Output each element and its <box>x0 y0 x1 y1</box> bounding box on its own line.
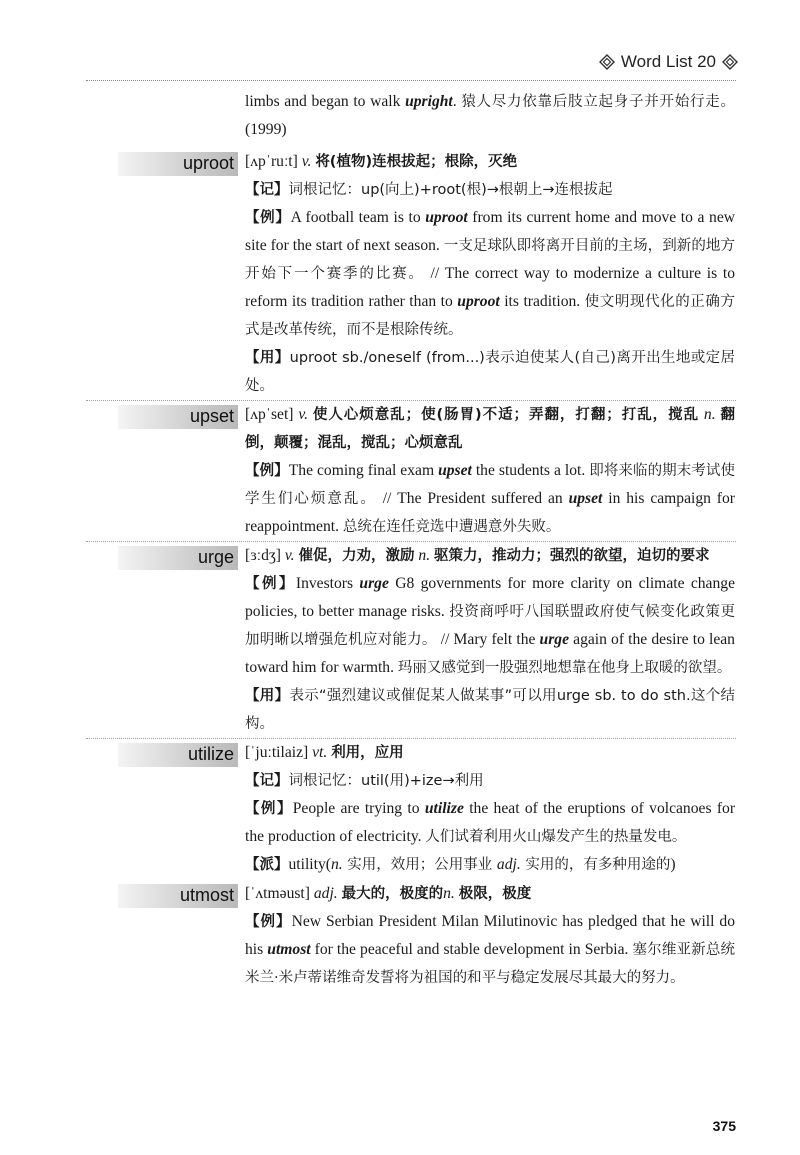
term-bar <box>118 546 238 570</box>
definition: 将(植物)连根拔起；根除，灭绝 <box>315 154 518 170</box>
part-of-speech: adj. <box>313 885 338 902</box>
derivative-line <box>245 851 735 879</box>
example-english: Mary felt the <box>453 631 540 648</box>
memory-line <box>245 176 735 204</box>
term-bar <box>118 152 238 176</box>
headword: utilize <box>187 744 234 764</box>
section-tag: 【派】 <box>245 857 289 873</box>
example-english: A football team is to <box>290 209 426 226</box>
entry-list <box>0 88 800 992</box>
part-of-speech: vt. <box>312 744 328 761</box>
section-tag: 【用】 <box>245 350 290 366</box>
memory-line <box>245 767 735 795</box>
example-chinese: 玛丽又感觉到一股强烈地想靠在他身上取暖的欲望。 <box>397 660 732 676</box>
example-english: in his campaign for reappointment. <box>245 490 735 535</box>
definition: 催促，力劝，激励 <box>298 548 415 564</box>
example-chinese: 人们试着利用火山爆发产生的热量发电。 <box>425 829 687 845</box>
example-english: for the peaceful and stable development in Serbia. <box>310 941 633 958</box>
keyword: upright <box>405 93 453 110</box>
example-block <box>245 908 735 992</box>
part-of-speech: adj. <box>496 856 521 873</box>
diamond-icon <box>722 54 738 70</box>
continuation-english: . <box>452 93 462 110</box>
entry-utmost <box>0 880 800 992</box>
page-number: 375 <box>712 1118 736 1134</box>
headword: uproot <box>182 153 234 173</box>
example-english: The coming final exam <box>288 462 439 479</box>
usage-text: 表示“强烈建议或催促某人做某事”可以用urge sb. to do sth.这个结构。 <box>245 688 735 732</box>
pronunciation: [ɜːdʒ] <box>245 547 281 564</box>
example-english: New Serbian President Milan Milutinovic has pledged that he will do his <box>245 913 735 958</box>
paren: ( <box>325 856 331 873</box>
separator: // <box>424 265 445 282</box>
example-english: People are trying to <box>292 800 425 817</box>
part-of-speech: n. <box>418 547 431 564</box>
definition-line <box>245 739 735 767</box>
definition: 最大的，极度的 <box>341 886 444 902</box>
definition: 利用，应用 <box>331 745 404 761</box>
keyword: utmost <box>267 941 311 958</box>
derivative-word: utility <box>288 856 326 873</box>
exam-year: (1999) <box>245 121 287 138</box>
part-of-speech: v. <box>301 153 312 170</box>
header-divider <box>86 80 736 81</box>
separator: // <box>436 631 454 648</box>
example-block <box>245 204 735 344</box>
pronunciation: [ˈʌtməust] <box>245 885 310 902</box>
definition-line <box>245 880 735 908</box>
keyword: urge <box>359 575 389 592</box>
example-english: again of the desire to lean toward him for warmth. <box>245 631 735 676</box>
section-tag: 【记】 <box>245 773 289 789</box>
part-of-speech: v. <box>298 406 309 423</box>
diamond-icon <box>599 54 615 70</box>
usage-line <box>245 344 735 400</box>
headword: upset <box>189 406 234 426</box>
page-header <box>0 44 800 84</box>
example-block <box>245 795 735 851</box>
example-english: the heat of the eruptions of volcanoes for the production of electricity. <box>245 800 736 845</box>
section-tag: 【例】 <box>245 463 289 479</box>
section-tag: 【例】 <box>245 210 291 226</box>
keyword: upset <box>438 462 472 479</box>
derivative-meaning: 实用，效用；公用事业 <box>342 857 497 873</box>
entry-utilize <box>0 739 800 879</box>
pronunciation: [ʌpˈruːt] <box>245 153 298 170</box>
section-tag: 【用】 <box>245 688 290 704</box>
term-bar <box>118 405 238 429</box>
example-english: G8 governments for more clarity on climate change policies, to better manage risks. <box>245 575 735 620</box>
example-english: the students a lot. <box>471 462 590 479</box>
headword: utmost <box>179 885 234 905</box>
term-bar <box>118 884 238 908</box>
part-of-speech: n. <box>330 856 343 873</box>
derivative-meaning: 实用的，有多种用途的 <box>520 857 671 873</box>
entry-urge <box>0 542 800 738</box>
definition: 使人心烦意乱；使(肠胃)不适；弄翻，打翻；打乱，搅乱 <box>312 407 700 423</box>
part-of-speech: n. <box>703 406 716 423</box>
section-tag: 【例】 <box>245 801 293 817</box>
header-title-group <box>599 52 738 72</box>
pronunciation: [ˈjuːtilaiz] <box>245 744 309 761</box>
usage-text: uproot sb./oneself (from...)表示迫使某人(自己)离开出生地或定居处。 <box>245 350 736 394</box>
headword: urge <box>197 547 234 567</box>
definition: 极限，极度 <box>458 886 532 902</box>
keyword: upset <box>568 490 603 507</box>
definition-line <box>245 148 735 176</box>
example-chinese: 使文明现代化的正确方式是改革传统，而不是根除传统。 <box>245 294 735 338</box>
keyword: uproot <box>457 293 500 310</box>
example-english: The President suffered an <box>397 490 569 507</box>
keyword: utilize <box>424 800 464 817</box>
separator: // <box>376 490 398 507</box>
example-chinese: 投资商呼吁八国联盟政府使气候变化政策更加明晰以增强危机应对能力。 <box>245 604 735 648</box>
definition: 翻倒，颠覆；混乱，搅乱；心烦意乱 <box>245 407 735 451</box>
usage-line <box>245 682 735 738</box>
entry-upset <box>0 401 800 541</box>
section-tag: 【记】 <box>245 182 289 198</box>
example-english: The correct way to modernize a culture is to reform its tradition rather than to <box>245 265 736 310</box>
example-english: its tradition. <box>499 293 585 310</box>
memory-text: 词根记忆：up(向上)+root(根)→根朝上→连根拔起 <box>288 182 613 198</box>
header-title: Word List 20 <box>620 52 716 71</box>
part-of-speech: n. <box>443 885 455 902</box>
definition-line <box>245 401 735 457</box>
section-tag: 【例】 <box>245 576 296 592</box>
memory-text: 词根记忆：util(用)+ize→利用 <box>288 773 484 789</box>
example-block <box>245 570 735 682</box>
part-of-speech: v. <box>284 547 295 564</box>
example-chinese: 塞尔维亚新总统米兰·米卢蒂诺维奇发誓将为祖国的和平与稳定发展尽其最大的努力。 <box>245 942 735 986</box>
paren: ) <box>670 856 676 873</box>
example-chinese: 总统在连任竞选中遭遇意外失败。 <box>342 519 561 535</box>
pronunciation: [ʌpˈset] <box>245 406 294 423</box>
entry-uproot <box>0 148 800 400</box>
example-chinese: 一支足球队即将离开目前的主场，到新的地方开始下一个赛季的比赛。 <box>245 238 735 282</box>
example-english: Investors <box>295 575 360 592</box>
example-english: from its current home and move to a new site for the start of next season. <box>245 209 736 254</box>
section-tag: 【例】 <box>245 914 292 930</box>
keyword: uproot <box>425 209 468 226</box>
continuation-english: limbs and began to walk <box>245 93 406 110</box>
term-bar <box>118 743 238 767</box>
continuation-block <box>0 88 800 144</box>
definition-line <box>245 542 735 570</box>
continuation-text <box>245 88 735 144</box>
example-chinese: 即将来临的期末考试使学生们心烦意乱。 <box>245 463 735 507</box>
definition: 驱策力，推动力；强烈的欲望，迫切的要求 <box>434 548 710 564</box>
example-block <box>245 457 735 541</box>
keyword: urge <box>539 631 570 648</box>
continuation-chinese: 猿人尽力依靠后肢立起身子并开始行走。 <box>461 94 736 110</box>
